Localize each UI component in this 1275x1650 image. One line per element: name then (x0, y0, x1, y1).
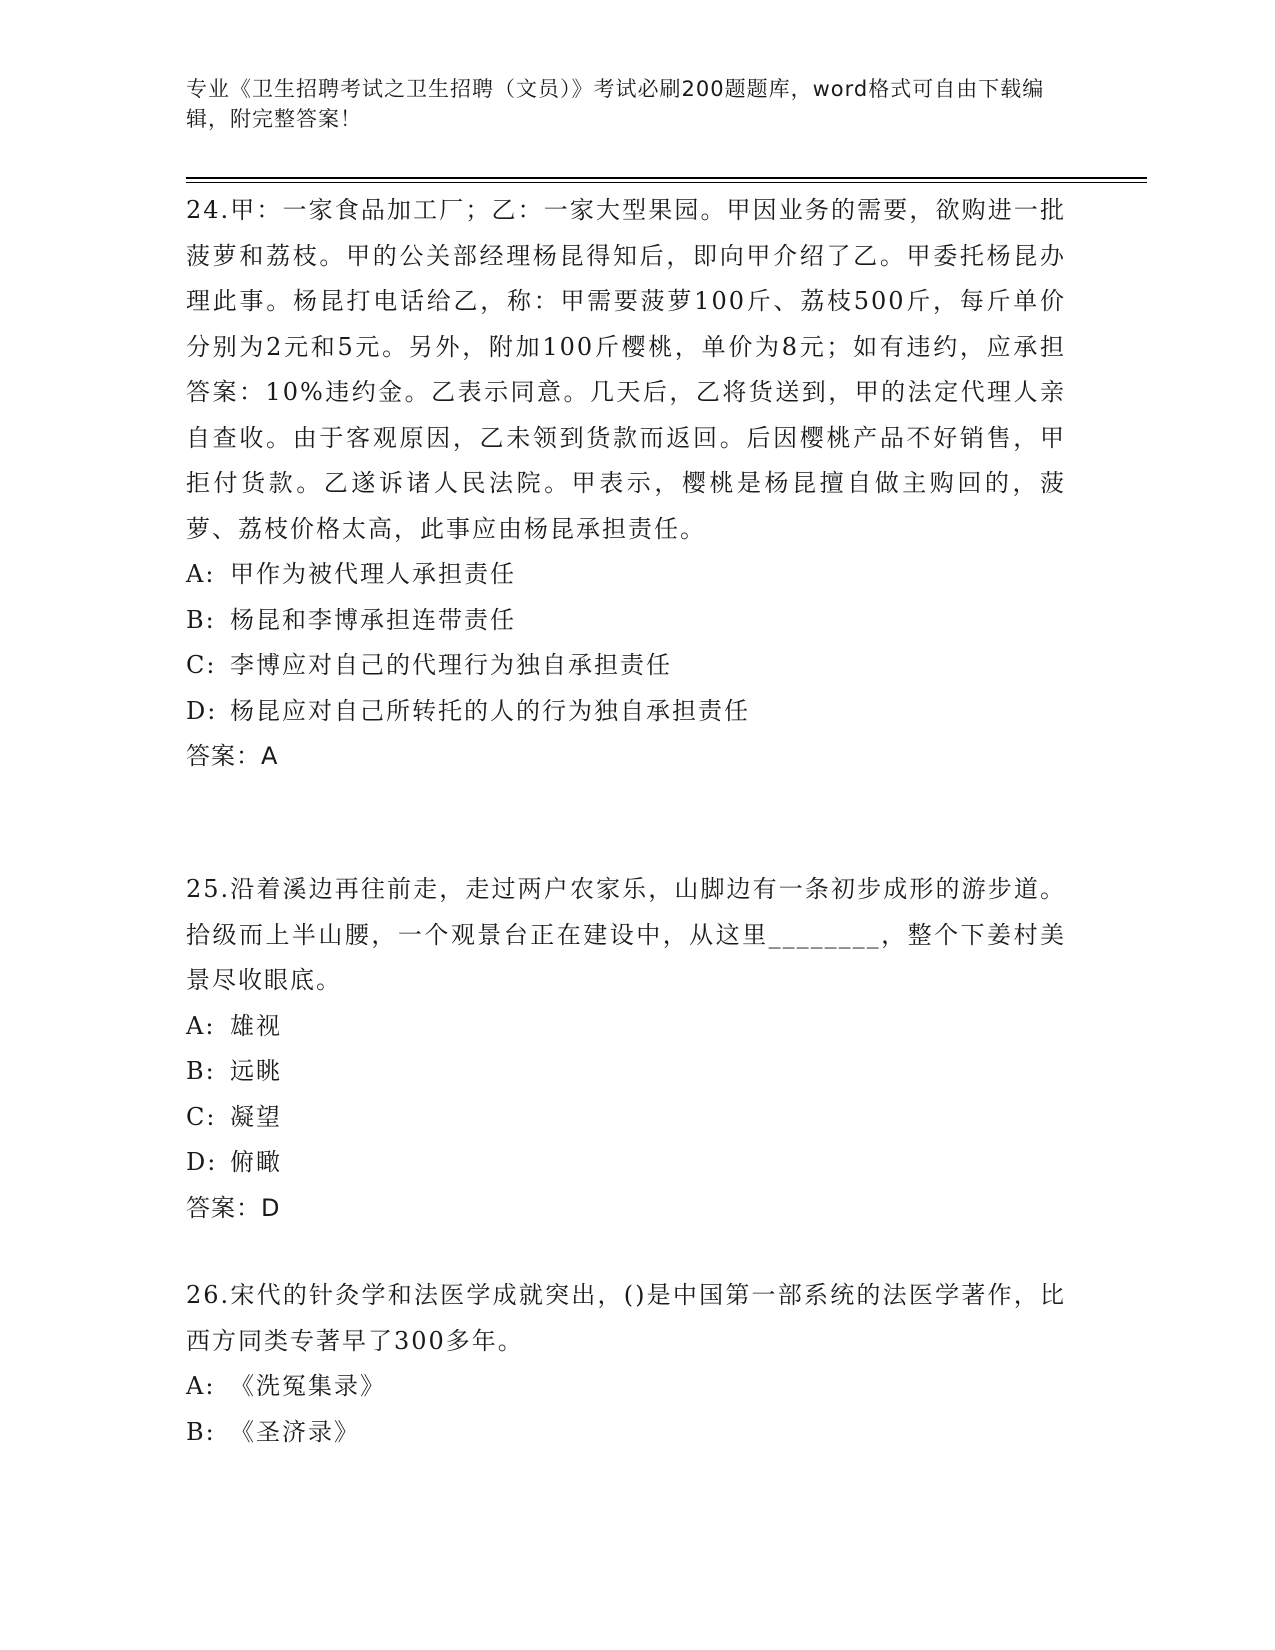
question-26 (186, 1273, 1066, 1455)
option-c (186, 643, 1066, 689)
option-a (186, 1004, 1066, 1050)
option-d (186, 689, 1066, 735)
option-a (186, 1364, 1066, 1410)
option-letter: D: (186, 696, 218, 725)
option-text: 雄视 (230, 1011, 282, 1040)
answer-line: 答案：A (186, 742, 279, 770)
answer-line: 答案：D (186, 1193, 281, 1222)
option-b (186, 1410, 1066, 1456)
header-divider-thick (186, 177, 1147, 179)
question-24 (186, 188, 1066, 780)
option-text: 甲作为被代理人承担责任 (230, 560, 516, 588)
option-text: 《圣济录》 (230, 1417, 360, 1446)
option-letter: A: (186, 1372, 216, 1400)
question-stem: 26.宋代的针灸学和法医学成就突出，()是中国第一部系统的法医学著作，比西方同类专著早了300多年。 (186, 1281, 1066, 1355)
option-text: 杨昆应对自己所转托的人的行为独自承担责任 (230, 696, 750, 725)
option-letter: C: (186, 1102, 217, 1131)
option-letter: D: (186, 1148, 218, 1176)
option-text: 凝望 (230, 1102, 282, 1131)
option-a (186, 552, 1066, 598)
option-letter: C: (186, 651, 217, 679)
document-title: 专业《卫生招聘考试之卫生招聘（文员）》考试必刷200题题库，word格式可自由下载编辑，附完整答案！ (186, 77, 1045, 131)
option-letter: B: (186, 1057, 216, 1085)
question-stem: 24.甲：一家食品加工厂；乙：一家大型果园。甲因业务的需要，欲购进一批菠萝和荔枝。甲的公关部经理杨昆得知后，即向甲介绍了乙。甲委托杨昆办理此事。杨昆打电话给乙，称：甲需要菠萝100斤、荔枝500斤，每斤单价分别为2元和5元。另外，附加100斤樱桃，单价为8元；如有违约，应承担答案：10%违约金。乙表示同意。几天后，乙将货送到，甲的法定代理人亲自查收。由于客观原因，乙未领到货款而返回。后因樱桃产品不好销售，甲拒付货款。乙遂诉诸人民法院。甲表示，樱桃是杨昆擅自做主购回的，菠萝、荔枝价格太高，此事应由杨昆承担责任。 (186, 196, 1066, 543)
option-b (186, 1049, 1066, 1095)
option-text: 《洗冤集录》 (230, 1372, 386, 1400)
option-letter: A: (186, 560, 216, 588)
question-25 (186, 867, 1066, 1231)
option-letter: B: (186, 605, 216, 634)
option-text: 杨昆和李博承担连带责任 (230, 605, 516, 634)
option-text: 远眺 (230, 1057, 282, 1085)
option-d (186, 1140, 1066, 1186)
option-letter: A: (186, 1011, 216, 1040)
option-b (186, 598, 1066, 644)
option-letter: B: (186, 1417, 216, 1446)
option-text: 李博应对自己的代理行为独自承担责任 (230, 651, 672, 679)
question-stem: 25.沿着溪边再往前走，走过两户农家乐，山脚边有一条初步成形的游步道。拾级而上半山腰，一个观景台正在建设中，从这里________，整个下姜村美景尽收眼底。 (186, 875, 1066, 994)
header-divider-thin (186, 182, 1147, 183)
page-header (186, 74, 1066, 134)
option-text: 俯瞰 (230, 1148, 282, 1176)
option-c (186, 1095, 1066, 1141)
